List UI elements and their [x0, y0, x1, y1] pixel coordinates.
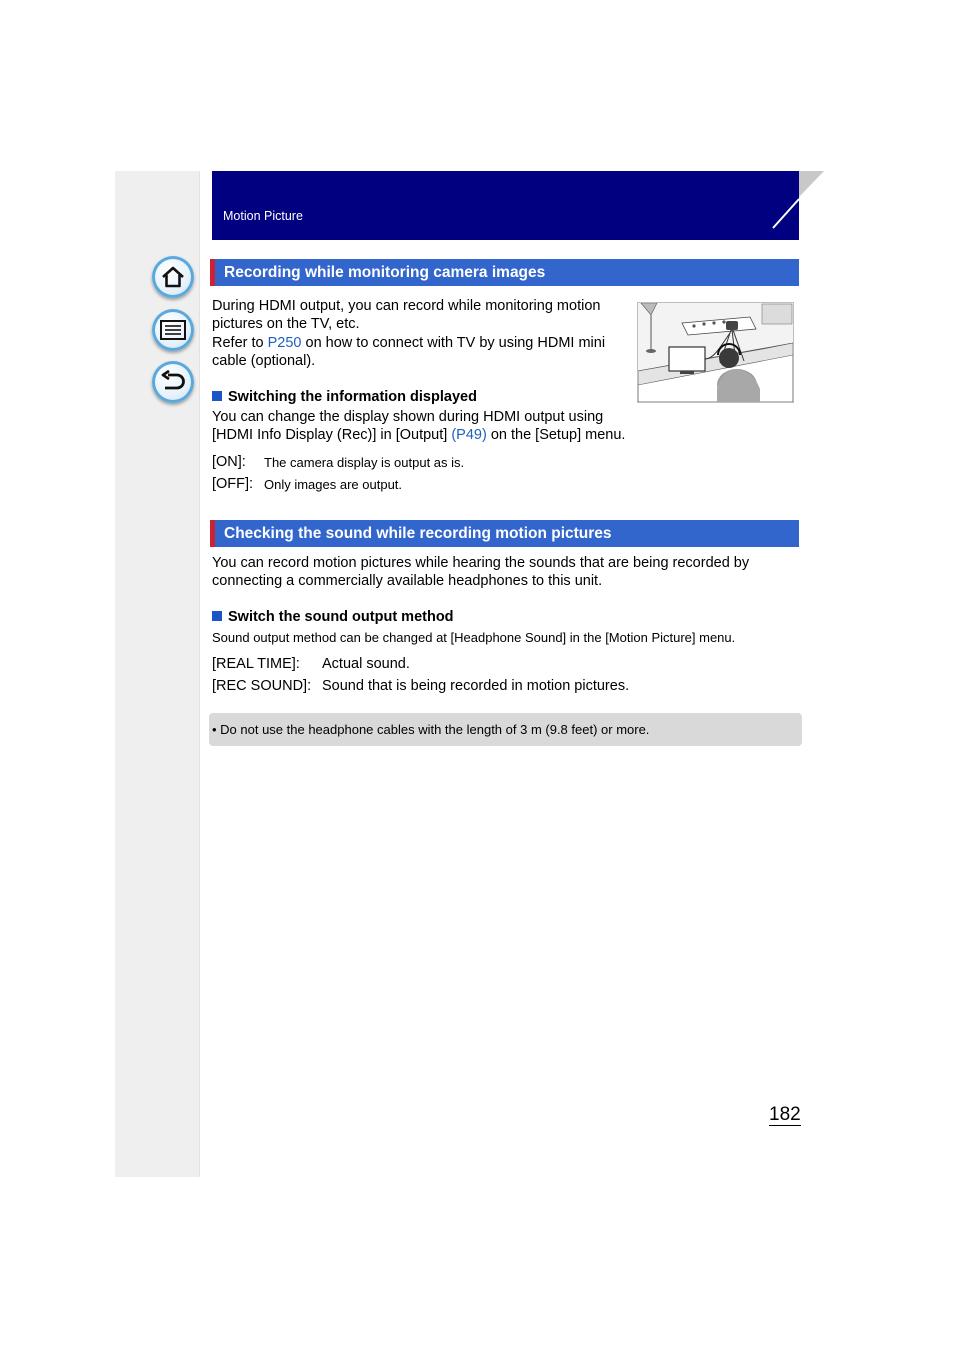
- link-p250[interactable]: P250: [267, 335, 302, 351]
- section2-intro-line1: You can record motion pictures while hearing the sounds that are being recorded by: [212, 555, 750, 571]
- section1-intro-line2: pictures on the TV, etc.: [212, 316, 360, 332]
- option-row-rec-sound: [REC SOUND]: Sound that is being recorded in motion pictures.: [212, 678, 630, 694]
- option-row-off: [OFF]: Only images are output.: [212, 476, 403, 492]
- contents-button[interactable]: [152, 309, 194, 351]
- subheading-sound-output: Switch the sound output method: [212, 609, 454, 625]
- section1-intro-line3: Refer to P250 on how to connect with TV by using HDMI mini: [212, 335, 606, 351]
- chapter-header: [212, 171, 799, 240]
- section-heading-hdmi-monitoring: Recording while monitoring camera images: [210, 259, 799, 286]
- option-row-real-time: [REAL TIME]: Actual sound.: [212, 656, 410, 672]
- back-arrow-icon: [159, 370, 187, 394]
- section1-body-line1: You can change the display shown during HDMI output using: [212, 409, 604, 425]
- square-bullet-icon: [212, 611, 222, 621]
- menu-list-icon: [159, 318, 187, 342]
- home-icon: [160, 264, 186, 290]
- subheading-switching-info: Switching the information displayed: [212, 389, 477, 405]
- option-row-on: [ON]: The camera display is output as is.: [212, 454, 465, 470]
- header-corner-decoration: [770, 171, 826, 241]
- hdmi-monitoring-illustration: [637, 302, 794, 403]
- note-box: • Do not use the headphone cables with the length of 3 m (9.8 feet) or more.: [209, 713, 802, 746]
- chapter-title: Motion Picture: [223, 209, 303, 223]
- section2-intro-line2: connecting a commercially available headphones to this unit.: [212, 573, 603, 589]
- section-heading-sound-check: Checking the sound while recording motion pictures: [210, 520, 799, 547]
- square-bullet-icon: [212, 391, 222, 401]
- section1-intro-line4: cable (optional).: [212, 353, 316, 369]
- section1-body-line2: [HDMI Info Display (Rec)] in [Output] (P49) on the [Setup] menu.: [212, 427, 626, 443]
- section1-intro-line1: During HDMI output, you can record while monitoring motion: [212, 298, 601, 314]
- link-p49[interactable]: (P49): [451, 427, 487, 443]
- section2-body: Sound output method can be changed at [Headphone Sound] in the [Motion Picture] menu.: [212, 630, 736, 645]
- home-button[interactable]: [152, 256, 194, 298]
- page-number: 182: [769, 1104, 801, 1125]
- back-button[interactable]: [152, 361, 194, 403]
